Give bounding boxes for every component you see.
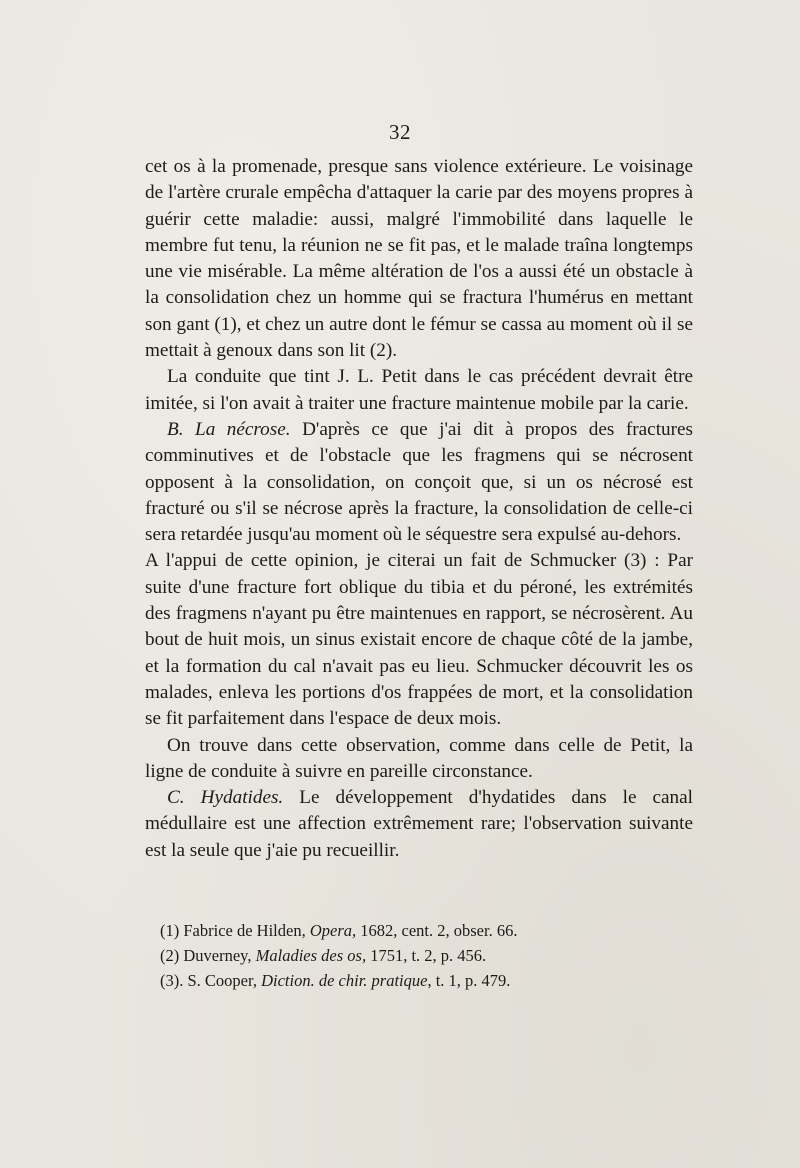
footnote-text: 1682, cent. 2, obser. 66. bbox=[356, 921, 518, 940]
footnote-1 bbox=[160, 918, 680, 943]
footnote-text: , t. 1, p. 479. bbox=[427, 971, 511, 990]
paragraph-2-text: La conduite que tint J. L. Petit dans le cas précédent devrait être imitée, si l'on avait à traiter une fracture maintenue mobile par la carie. bbox=[145, 366, 693, 414]
footnote-marker: (2) bbox=[160, 946, 180, 965]
body-text bbox=[145, 154, 693, 864]
footnote-text: Fabrice de Hilden, bbox=[179, 921, 310, 940]
footnote-2 bbox=[160, 943, 680, 968]
paragraph-6-text: Le développement d'hydatides dans le canal médullaire est une affection extrêmement rare; l'observation suivante est la seule que j'aie pu recueillir. bbox=[145, 787, 693, 861]
footnote-text: . S. Cooper, bbox=[179, 971, 262, 990]
footnote-text: 1751, t. 2, p. 456. bbox=[366, 946, 487, 965]
footnotes bbox=[160, 918, 680, 993]
footnote-title: Diction. de chir. pratique bbox=[261, 971, 428, 990]
section-heading-hydatides: C. Hydatides. bbox=[167, 787, 284, 809]
paragraph-2 bbox=[145, 364, 693, 417]
footnote-title: Opera, bbox=[309, 921, 357, 940]
footnote-3 bbox=[160, 968, 680, 993]
footnote-marker: (3) bbox=[160, 971, 180, 990]
paragraph-3 bbox=[145, 417, 693, 548]
paragraph-5-text: On trouve dans cette observation, comme dans celle de Petit, la ligne de conduite à suivre en pareille circonstance. bbox=[145, 734, 693, 782]
paragraph-4-text: A l'appui de cette opinion, je citerai un fait de Schmucker (3) : Par suite d'une fracture fort oblique du tibia et du péroné, les extrémités des fragmens n'ayant pu être maintenues en rapport, se nécrosèrent. Au bout de huit mois, un sinus existait encore de chaque côté de la jambe, et la formation du cal n'avait pas eu lieu. Schmucker découvrit les os malades, enleva les portions d'os frappées de mort, et la consolidation se fit parfaitement dans l'espace de deux mois. bbox=[145, 550, 693, 730]
paragraph-1 bbox=[145, 154, 693, 364]
paragraph-1-text: cet os à la promenade, presque sans violence extérieure. Le voisinage de l'artère crurale empêcha d'attaquer la carie par des moyens propres à guérir cette maladie: aussi, malgré l'immobilité dans laquelle le membre fut tenu, la réunion ne se fit pas, et le malade traîna longtemps une vie misérable. La même altération de l'os a aussi été un obstacle à la consolidation chez un homme qui se fractura l'humérus en mettant son gant (1), et chez un autre dont le fémur se cassa au moment où il se mettait à genoux dans son lit (2). bbox=[145, 156, 693, 362]
footnote-title: Maladies des os, bbox=[255, 946, 367, 965]
page-number: 32 bbox=[389, 120, 411, 144]
paragraph-6 bbox=[145, 785, 693, 864]
footnote-text: Duverney, bbox=[179, 946, 256, 965]
footnote-marker: (1) bbox=[160, 921, 180, 940]
paragraph-4 bbox=[145, 548, 693, 732]
section-heading-necrose: B. La nécrose. bbox=[167, 418, 291, 440]
paragraph-5 bbox=[145, 733, 693, 786]
paragraph-3-text: D'après ce que j'ai dit à propos des fractures comminutives et de l'obstacle que les fragmens qui se nécrosent opposent à la consolidation, on conçoit que, si un os nécrosé est fracturé ou s'il se nécrose après la fracture, la consolidation de celle-ci sera retardée jusqu'au moment où le séquestre sera expulsé au-dehors. bbox=[145, 418, 693, 546]
